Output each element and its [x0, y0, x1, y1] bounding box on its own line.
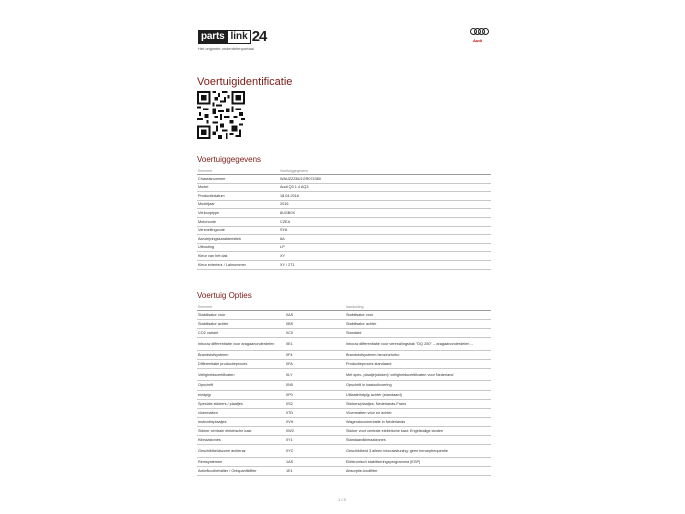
attribute-value: LP: [279, 243, 491, 252]
table-row: [197, 457, 491, 466]
table-row: [197, 417, 491, 426]
attribute-value: CZEA: [279, 217, 491, 226]
attribute-label: Kleur van het dak: [197, 252, 279, 261]
option-description: Geschiktheid 3 alleen inbouwstuning: geen beroepfrequentie: [345, 445, 491, 458]
table-row: [197, 200, 491, 209]
option-label: eindpijp: [197, 390, 285, 399]
table-row: [197, 359, 491, 368]
option-description: Inbouw differentiatie voor verenalingsbak "DQ 250" -- aragaanonderdelen --: [345, 338, 491, 351]
table-row: [197, 381, 491, 390]
option-label: vloermatten: [197, 408, 285, 417]
table-row: [197, 399, 491, 408]
option-label: Stabilisator vóór: [197, 311, 285, 320]
option-label: Klimaatzones: [197, 436, 285, 445]
table-row: [197, 175, 491, 184]
table-row: [197, 408, 491, 417]
attribute-label: Versnellingcode: [197, 226, 279, 235]
option-description: Met spec. plaatje(sticker)/ veiligheidscertificaten voor Nederland: [345, 368, 491, 381]
table-row: [197, 338, 491, 351]
option-label: Stabilisator achter: [197, 320, 285, 329]
table-row: [197, 217, 491, 226]
logo-tagline: Het originele onderdelenportaal: [198, 46, 254, 51]
logo-number: 24: [251, 28, 267, 45]
option-code: 0BS: [285, 320, 345, 329]
vehicle-options-table: [197, 303, 491, 476]
table-row: [197, 436, 491, 445]
table-row: [197, 390, 491, 399]
logo-part2: link: [227, 30, 250, 44]
attribute-label: Motorcode: [197, 217, 279, 226]
column-header: [285, 303, 345, 311]
table-row: [197, 260, 491, 269]
table-header-row: [197, 167, 491, 175]
vehicle-options-heading: Voertuig Opties: [197, 291, 252, 300]
vehicle-data-table: [197, 167, 491, 270]
option-label: Differentiatie productieproces: [197, 359, 285, 368]
attribute-label: Aandrijvingskarakteristiek: [197, 235, 279, 244]
option-label: Geschiktheidszone achteraz: [197, 445, 285, 458]
table-row: [197, 368, 491, 381]
table-row: [197, 445, 491, 458]
option-label: Speciale stickers / plaatjes: [197, 399, 285, 408]
option-description: Wagendocumentatie in Nederlands: [345, 417, 491, 426]
option-description: Brandstofsysteem benzineturbo: [345, 350, 491, 359]
option-description: Stabilisator vóór: [345, 311, 491, 320]
table-row: [197, 209, 491, 218]
option-code: 1E1: [285, 466, 345, 475]
option-code: 0W2: [285, 426, 345, 435]
table-row: [197, 426, 491, 435]
table-row: [197, 183, 491, 192]
logo-part1: parts: [198, 30, 227, 44]
option-label: Opschrift: [197, 381, 285, 390]
vehicle-data-heading: Voertuiggegevens: [197, 155, 262, 164]
option-code: 1AS: [285, 457, 345, 466]
attribute-label: Modeljaar: [197, 200, 279, 209]
option-label: Remsystemen: [197, 457, 285, 466]
table-row: [197, 311, 491, 320]
option-description: Absorptie-koolfilter: [345, 466, 491, 475]
table-row: [197, 350, 491, 359]
table-row: [197, 466, 491, 475]
table-row: [197, 235, 491, 244]
attribute-value: WAUZZZ8U1GR074380: [279, 175, 491, 184]
column-header: Kenmerk: [197, 167, 279, 175]
attribute-label: Verkooptype: [197, 209, 279, 218]
option-description: Stickers/plaatjes, Nederlands-Frans: [345, 399, 491, 408]
option-description: Vloermatten vóór en achter: [345, 408, 491, 417]
option-code: 0C0: [285, 329, 345, 338]
attribute-value: 6A: [279, 235, 491, 244]
option-description: Opschrift in basisuitvoering: [345, 381, 491, 390]
attribute-value: 18.04.2016: [279, 192, 491, 201]
option-code: 0Y1: [285, 436, 345, 445]
option-label: Sticker centrale elektrische kast: [197, 426, 285, 435]
option-code: 0E1: [285, 338, 345, 351]
page-title: Voertuigidentificatie: [197, 76, 293, 88]
attribute-label: Uitrusting: [197, 243, 279, 252]
attribute-value: XY: [279, 252, 491, 261]
attribute-value: 2016: [279, 200, 491, 209]
attribute-value: XY / 2T1: [279, 260, 491, 269]
table-row: [197, 252, 491, 261]
table-header-row: [197, 303, 491, 311]
attribute-label: Kleur exterieur / Laknummer: [197, 260, 279, 269]
option-label: Instructieplaatjes: [197, 417, 285, 426]
table-row: [197, 192, 491, 201]
column-header: Kenmerk: [197, 303, 285, 311]
option-description: Sticker voor centrale elektrische kast: Engelstalige landen: [345, 426, 491, 435]
table-row: [197, 329, 491, 338]
option-code: 0LY: [285, 368, 345, 381]
column-header: Aanduiding: [345, 303, 491, 311]
qr-code-icon: [197, 91, 245, 139]
option-description: Uitlaateindpijp achter (standaard): [345, 390, 491, 399]
brand-name: Audi: [473, 38, 482, 43]
option-label: CO2 variant: [197, 329, 285, 338]
attribute-label: Model: [197, 183, 279, 192]
option-label: Inbouw differentiatie voor aragaanonderdelen: [197, 338, 285, 351]
option-description: Productieproces standaard: [345, 359, 491, 368]
audi-rings-icon: [470, 28, 488, 36]
option-code: 0FA: [285, 359, 345, 368]
table-row: [197, 320, 491, 329]
option-label: Brandstofsysteem: [197, 350, 285, 359]
attribute-value: 8UGB0X: [279, 209, 491, 218]
option-code: 0YC: [285, 445, 345, 458]
option-description: Stabilisator achter: [345, 320, 491, 329]
option-description: Standard: [345, 329, 491, 338]
option-code: 0AS: [285, 311, 345, 320]
page-number: 1 / 3: [338, 497, 346, 502]
option-description: Standaardklimaatzones: [345, 436, 491, 445]
attribute-value: SYA: [279, 226, 491, 235]
column-header: Voertuiggegevens: [279, 167, 491, 175]
option-code: 0N5: [285, 381, 345, 390]
option-code: 0VH: [285, 417, 345, 426]
table-row: [197, 243, 491, 252]
option-code: 0P0: [285, 390, 345, 399]
option-code: 0TD: [285, 408, 345, 417]
option-label: Veiligheidscertificaten: [197, 368, 285, 381]
attribute-label: Productiedatum: [197, 192, 279, 201]
option-label: Actiefkoolbehälter / Ontspanfikfilter: [197, 466, 285, 475]
attribute-value: Audi Q3 1.4 AQ3: [279, 183, 491, 192]
attribute-label: Chassisnummer: [197, 175, 279, 184]
option-description: Elektronisch stabiliseringsprogramma (ESP): [345, 457, 491, 466]
table-row: [197, 226, 491, 235]
option-code: 0S2: [285, 399, 345, 408]
option-code: 0F4: [285, 350, 345, 359]
